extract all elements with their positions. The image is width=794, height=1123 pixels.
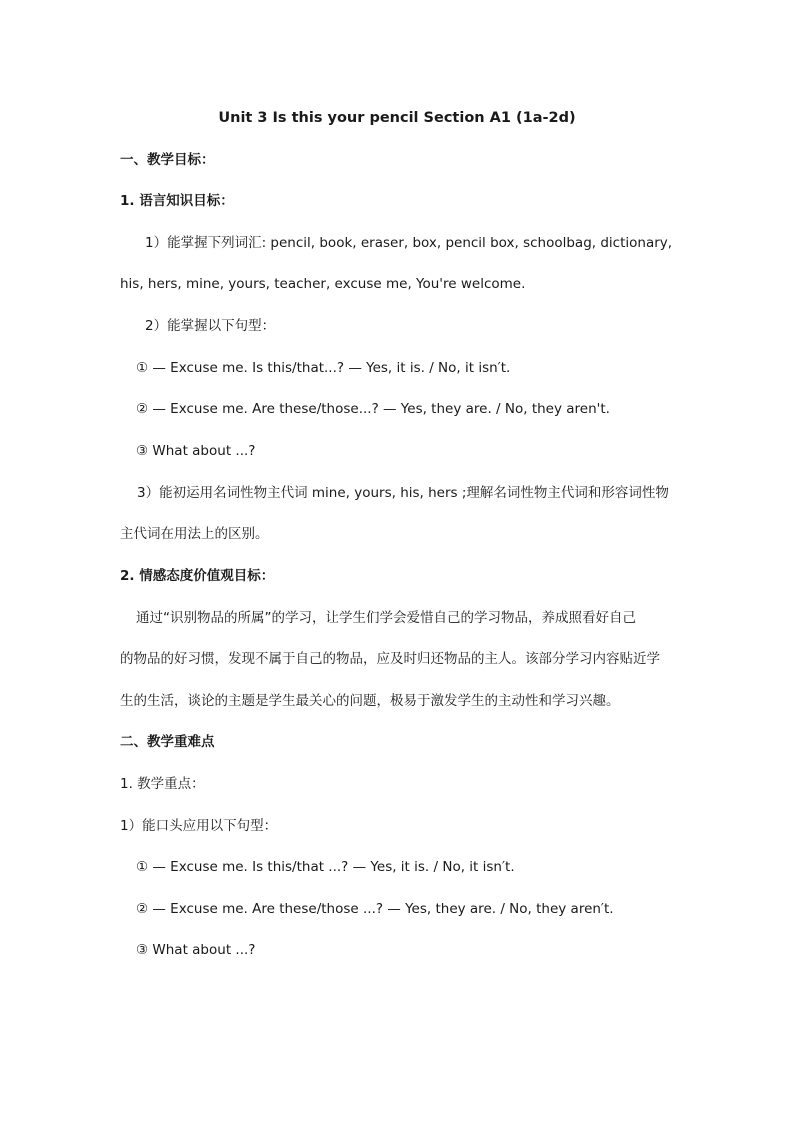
paragraph-line: 3）能初运用名词性物主代词 mine, yours, his, hers ;理解名词性物主代词和形容词性物 [137,485,669,501]
sentence-pattern-item: ② — Excuse me. Are these/those...? — Yes, they are. / No, they aren't. [136,401,610,417]
paragraph-line: 的物品的好习惯，发现不属于自己的物品，应及时归还物品的主人。该部分学习内容贴近学 [120,651,660,667]
sentence-pattern-item: ① — Excuse me. Is this/that...? — Yes, it is. / No, it isn′t. [136,360,511,376]
paragraph-line: 通过“识别物品的所属”的学习，让学生们学会爱惜自己的学习物品，养成照看好自己 [136,610,636,626]
sentence-pattern-item: ② — Excuse me. Are these/those ...? — Yes, they are. / No, they aren′t. [136,901,614,917]
sentence-pattern-item: ① — Excuse me. Is this/that ...? — Yes, it is. / No, it isn′t. [136,859,515,875]
paragraph-line: 主代词在用法上的区别。 [120,526,269,542]
paragraph-line: 生的生活，谈论的主题是学生最关心的问题，极易于激发学生的主动性和学习兴趣。 [120,693,620,709]
paragraph-line: 2）能掌握以下句型： [145,318,276,334]
sentence-pattern-item: ③ What about ...? [136,942,256,958]
paragraph-line: his, hers, mine, yours, teacher, excuse me, You're welcome. [120,276,526,292]
subheading-emotion-goals: 2. 情感态度价值观目标： [120,568,275,584]
section-heading-objectives: 一、教学目标： [120,152,215,168]
paragraph-line: 1）能掌握下列词汇: pencil, book, eraser, box, pencil box, schoolbag, dictionary, [145,235,673,251]
subheading-teaching-focus: 1. 教学重点： [120,776,205,792]
section-heading-key-points: 二、教学重难点 [120,734,215,750]
subheading-language-goals: 1. 语言知识目标： [120,193,234,209]
paragraph-line: 1）能口头应用以下句型： [120,818,278,834]
document-title: Unit 3 Is this your pencil Section A1 (1a-2d) [218,110,576,126]
sentence-pattern-item: ③ What about ...? [136,443,256,459]
